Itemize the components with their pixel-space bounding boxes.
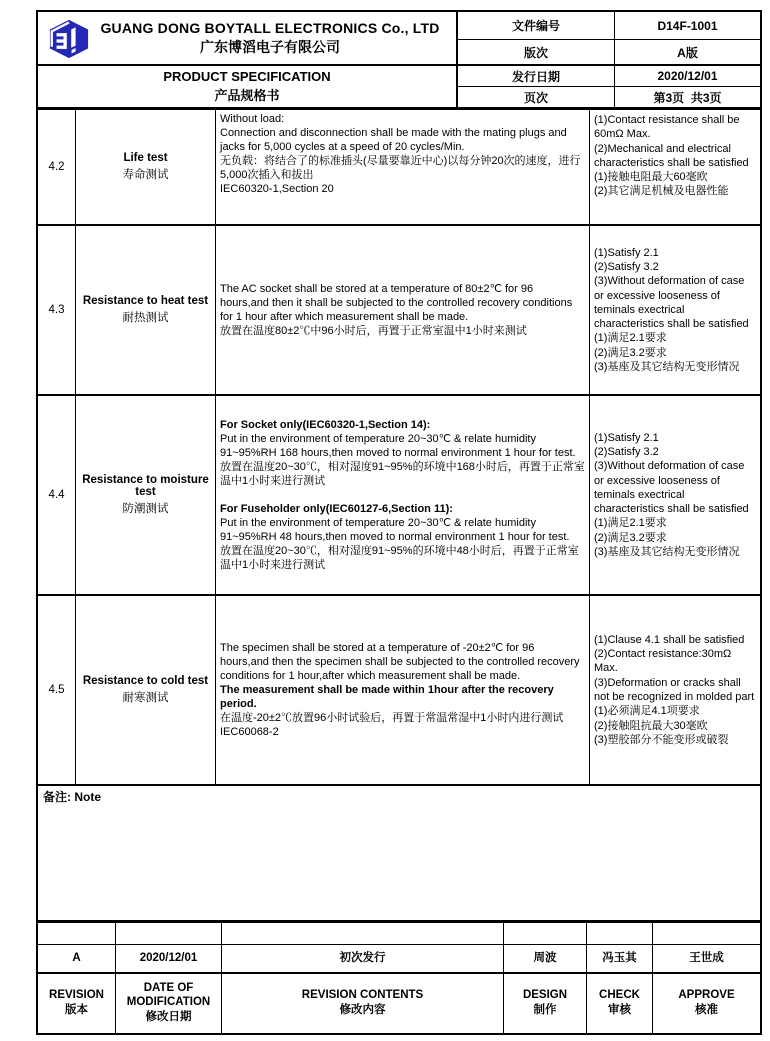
req-line: (1)满足2.1要求 bbox=[594, 517, 667, 530]
req-line: (3)Deformation or cracks shall not be recognized in molded part bbox=[594, 676, 755, 703]
revision-header-cell bbox=[587, 974, 653, 1033]
empty-cell bbox=[222, 923, 504, 944]
test-description-cell bbox=[216, 396, 590, 594]
issue-date-value: 2020/12/01 bbox=[657, 69, 718, 83]
test-item-en: Resistance to heat test bbox=[82, 295, 209, 307]
desc-heading-fuseholder: For Fuseholder only(IEC60127-6,Section 11): bbox=[220, 502, 453, 515]
empty-cell bbox=[116, 923, 222, 944]
test-item-en: Resistance to cold test bbox=[82, 675, 209, 687]
doc-number-label: 文件编号 bbox=[458, 12, 615, 39]
issue-date-row bbox=[458, 66, 760, 87]
header-cn: 修改内容 bbox=[339, 1004, 386, 1016]
doc-title-cn: 产品规格书 bbox=[214, 88, 280, 103]
row-number: 4.3 bbox=[38, 226, 76, 394]
req-line: (2)接触阻抗最大30毫欧 bbox=[594, 719, 708, 732]
desc-line: IEC60320-1,Section 20 bbox=[220, 183, 334, 196]
revision-date: 2020/12/01 bbox=[116, 945, 222, 972]
test-item-cell bbox=[76, 396, 216, 594]
version-row bbox=[458, 40, 760, 66]
empty-cell bbox=[504, 923, 587, 944]
requirement-cell bbox=[590, 396, 760, 594]
test-item-cn: 耐热测试 bbox=[122, 312, 169, 324]
header-en: DATE OF MODIFICATION bbox=[126, 982, 211, 1009]
desc-line: IEC60068-2 bbox=[220, 726, 279, 739]
req-line: (1)Satisfy 2.1 bbox=[594, 246, 659, 259]
header-en: APPROVE bbox=[678, 989, 735, 1002]
desc-line: 放置在温度20~30℃，相对湿度91~95%的环境中168小时后，再置于正常室温中1小时来进行测试 bbox=[220, 461, 585, 488]
desc-line: Connection and disconnection shall be made with the mating plugs and jacks for 5,000 cycles at a speed of 20 cycles/Min. bbox=[220, 127, 567, 154]
desc-line: 放置在温度80±2℃中96小时后，再置于正常室温中1小时来测试 bbox=[220, 325, 527, 338]
revision-table bbox=[38, 920, 760, 1033]
row-number: 4.5 bbox=[38, 596, 76, 784]
desc-line-bold: The measurement shall be made within 1hour after the recovery period. bbox=[220, 683, 554, 711]
company-logo-icon bbox=[47, 17, 91, 61]
revision-entry-row bbox=[38, 944, 760, 972]
spec-row-moisture-test bbox=[38, 394, 760, 594]
company-name bbox=[38, 20, 456, 57]
test-item-cn: 耐寒测试 bbox=[122, 692, 169, 704]
spec-row-life-test bbox=[38, 107, 760, 224]
page-label: 页次 bbox=[458, 87, 615, 107]
desc-line: The AC socket shall be stored at a temperature of 80±2℃ for 96 hours,and then it shall be subjected to the controlled recovery conditions for 1 hour after which measurement shall be made. bbox=[220, 282, 573, 323]
header-cn: 核准 bbox=[695, 1004, 718, 1016]
company-name-en: GUANG DONG BOYTALL ELECTRONICS Co., LTD bbox=[100, 19, 440, 36]
revision-contents: 初次发行 bbox=[222, 945, 504, 972]
desc-line: Put in the environment of temperature 20~30℃ & relate humidity 91~95%RH 48 hours,then moved to normal environment 1 hour for test. bbox=[220, 516, 570, 543]
test-item-cell bbox=[76, 226, 216, 394]
spec-sheet bbox=[36, 10, 762, 1035]
requirement-cell bbox=[590, 110, 760, 224]
desc-line: The specimen shall be stored at a temperature of -20±2℃ for 96 hours,and then the specimen shall be subjected to the controlled recovery conditions for 1 hour,after which measurement shall be made. bbox=[220, 641, 580, 682]
test-item-en: Life test bbox=[123, 152, 168, 164]
req-line: (1)Clause 4.1 shall be satisfied bbox=[594, 633, 745, 646]
doc-title-cell bbox=[38, 66, 456, 107]
test-item-en: Resistance to moisture test bbox=[82, 474, 209, 498]
test-description-cell bbox=[216, 226, 590, 394]
doc-title-en: PRODUCT SPECIFICATION bbox=[163, 69, 331, 84]
test-description-cell bbox=[216, 596, 590, 784]
header bbox=[38, 12, 760, 107]
req-line: (1)必须满足4.1项要求 bbox=[594, 705, 700, 718]
req-line: (2)满足3.2要求 bbox=[594, 531, 667, 544]
desc-line: 无负载：将结合了的标准插头(尽量要靠近中心)以每分钟20次的速度，进行5,000次插入和拔出 bbox=[220, 155, 581, 182]
page-value: 第3页 共3页 bbox=[653, 90, 722, 105]
empty-cell bbox=[38, 923, 116, 944]
company-cell bbox=[38, 12, 456, 66]
test-item-cn: 寿命测试 bbox=[122, 169, 169, 181]
req-line: (3)塑胶部分不能变形或破裂 bbox=[594, 733, 729, 746]
test-description-cell bbox=[216, 110, 590, 224]
spec-row-heat-test bbox=[38, 224, 760, 394]
desc-heading-socket: For Socket only(IEC60320-1,Section 14): bbox=[220, 419, 431, 432]
empty-cell bbox=[587, 923, 653, 944]
desc-line: 在温度-20±2℃放置96小时试验后，再置于常温常湿中1小时内进行测试 bbox=[220, 712, 564, 725]
req-line: (2)其它满足机械及电器性能 bbox=[594, 185, 729, 198]
header-left bbox=[38, 12, 456, 107]
revision-approve-name: 王世成 bbox=[689, 951, 724, 964]
revision-header-cell bbox=[653, 974, 760, 1033]
req-line: (3)基座及其它结构无变形情况 bbox=[594, 546, 740, 559]
spec-row-cold-test bbox=[38, 594, 760, 784]
page-row bbox=[458, 87, 760, 107]
revision-letter: A bbox=[38, 945, 116, 972]
version-label: 版次 bbox=[458, 40, 615, 64]
test-item-cell bbox=[76, 596, 216, 784]
req-line: (2)Satisfy 3.2 bbox=[594, 445, 659, 458]
empty-cell bbox=[653, 923, 760, 944]
version-value: A版 bbox=[677, 45, 698, 60]
req-line: (2)Mechanical and electrical characteristics shall be satisfied bbox=[594, 142, 749, 169]
req-line: (3)Without deformation of case or excessive looseness of teminals exectrical characteristics shall be satisfied bbox=[594, 275, 749, 331]
requirement-cell bbox=[590, 226, 760, 394]
req-line: (3)基座及其它结构无变形情况 bbox=[594, 361, 740, 374]
doc-number-value: D14F-1001 bbox=[657, 18, 718, 33]
row-number: 4.4 bbox=[38, 396, 76, 594]
test-item-cell bbox=[76, 110, 216, 224]
revision-header-cell bbox=[116, 974, 222, 1033]
doc-number-row bbox=[458, 12, 760, 40]
revision-header-row bbox=[38, 972, 760, 1033]
header-en: REVISION CONTENTS bbox=[301, 989, 424, 1002]
req-line: (3)Without deformation of case or excessive looseness of teminals exectrical characteristics shall be satisfied bbox=[594, 460, 749, 516]
requirement-cell bbox=[590, 596, 760, 784]
header-cn: 修改日期 bbox=[145, 1010, 192, 1023]
header-cn: 审核 bbox=[608, 1004, 631, 1016]
note-label: 备注: Note bbox=[43, 790, 101, 804]
header-cn: 制作 bbox=[533, 1004, 557, 1016]
req-line: (1)接触电阻最大60毫欧 bbox=[594, 171, 708, 184]
header-en: CHECK bbox=[599, 989, 640, 1002]
header-en: DESIGN bbox=[522, 989, 568, 1002]
note-section bbox=[38, 784, 760, 920]
header-info-table bbox=[456, 12, 760, 107]
desc-line: 放置在温度20~30℃，相对湿度91~95%的环境中48小时后，再置于正常室温中1小时来进行测试 bbox=[220, 544, 579, 571]
desc-line: Without load: bbox=[220, 113, 285, 125]
req-line: (1)Satisfy 2.1 bbox=[594, 431, 659, 444]
issue-date-label: 发行日期 bbox=[458, 66, 615, 86]
req-line: (2)Contact resistance:30mΩ Max. bbox=[594, 648, 732, 675]
header-en: REVISION bbox=[49, 989, 104, 1002]
test-item-cn: 防潮测试 bbox=[122, 503, 169, 515]
revision-check-name: 冯玉其 bbox=[587, 945, 653, 972]
req-line: (2)Satisfy 3.2 bbox=[594, 260, 659, 273]
revision-design-name: 周波 bbox=[504, 945, 587, 972]
revision-header-cell bbox=[38, 974, 116, 1033]
row-number: 4.2 bbox=[38, 110, 76, 224]
req-line: (1)Contact resistance shall be 60mΩ Max. bbox=[594, 114, 740, 141]
company-name-cn: 广东博滔电子有限公司 bbox=[200, 38, 340, 55]
revision-header-cell bbox=[504, 974, 587, 1033]
header-cn: 版本 bbox=[65, 1004, 88, 1016]
revision-empty-row bbox=[38, 920, 760, 944]
revision-header-cell bbox=[222, 974, 504, 1033]
desc-line: Put in the environment of temperature 20~30℃ & relate humidity 91~95%RH 168 hours,then moved to normal environment 1 hour for test. bbox=[220, 433, 576, 460]
req-line: (1)满足2.1要求 bbox=[594, 332, 667, 345]
req-line: (2)满足3.2要求 bbox=[594, 346, 667, 359]
